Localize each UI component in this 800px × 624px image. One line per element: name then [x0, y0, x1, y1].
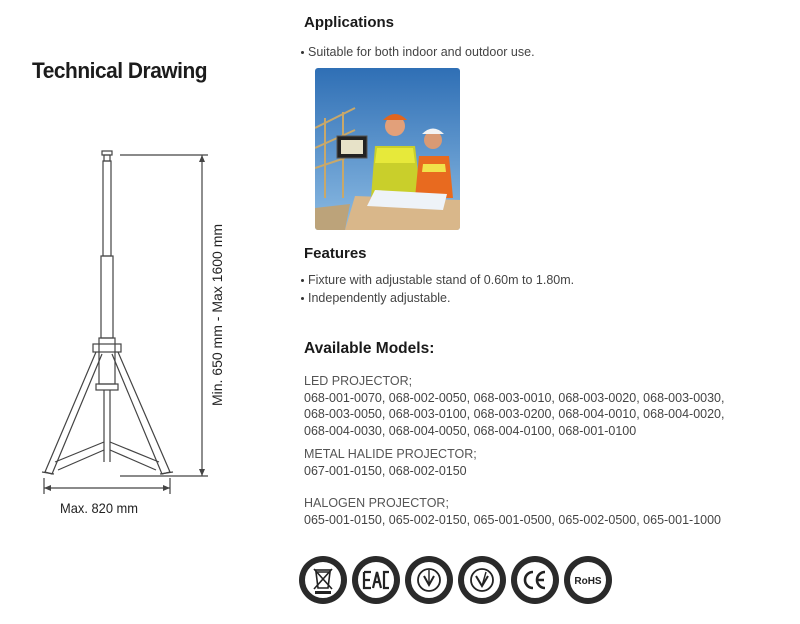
model-codes-line: 068-003-0050, 068-003-0100, 068-003-0200, 068-004-0010, 068-004-0020,: [304, 407, 725, 421]
applications-item: Suitable for both indoor and outdoor use.: [301, 45, 535, 59]
class-mark-alt-icon: [458, 556, 506, 604]
svg-text:RoHS: RoHS: [574, 576, 602, 587]
features-heading: Features: [304, 245, 367, 262]
model-codes-line: 065-001-0150, 065-002-0150, 065-001-0500, 065-002-0500, 065-001-1000: [304, 512, 722, 527]
model-codes-line: 068-001-0070, 068-002-0050, 068-003-0010, 068-003-0020, 068-003-0030,: [304, 390, 725, 405]
certification-marks: [299, 556, 619, 604]
model-codes-line: 067-001-0150, 068-002-0150: [304, 463, 467, 478]
model-group-name: HALOGEN PROJECTOR;: [304, 496, 449, 510]
model-codes-line: 068-004-0030, 068-004-0050, 068-004-0100, 068-001-0100: [304, 423, 637, 438]
rohs-icon: [564, 556, 612, 604]
eac-icon: [352, 556, 400, 604]
technical-drawing-title: Technical Drawing: [32, 58, 208, 83]
model-group-name: METAL HALIDE PROJECTOR;: [304, 447, 477, 461]
bullet-icon: [301, 297, 304, 300]
model-group-name: LED PROJECTOR;: [304, 374, 413, 388]
applications-heading: Applications: [304, 14, 395, 31]
features-item: Fixture with adjustable stand of 0.60m to 1.80m.: [301, 273, 574, 287]
available-models-heading: Available Models:: [304, 340, 435, 357]
height-dimension-label: Min. 650 mm - Max 1600 mm: [209, 223, 225, 407]
model-group-led: [304, 373, 774, 439]
weee-bin-icon: [299, 556, 347, 604]
width-dimension-label: Max. 820 mm: [60, 500, 139, 516]
model-group-halogen: [304, 495, 774, 528]
model-group-metal-halide: [304, 446, 774, 479]
bullet-icon: [301, 51, 304, 54]
ce-icon: [511, 556, 559, 604]
features-item: Independently adjustable.: [301, 291, 450, 305]
workers-photo: [315, 68, 460, 230]
bullet-icon: [301, 279, 304, 282]
class-mark-icon: [405, 556, 453, 604]
